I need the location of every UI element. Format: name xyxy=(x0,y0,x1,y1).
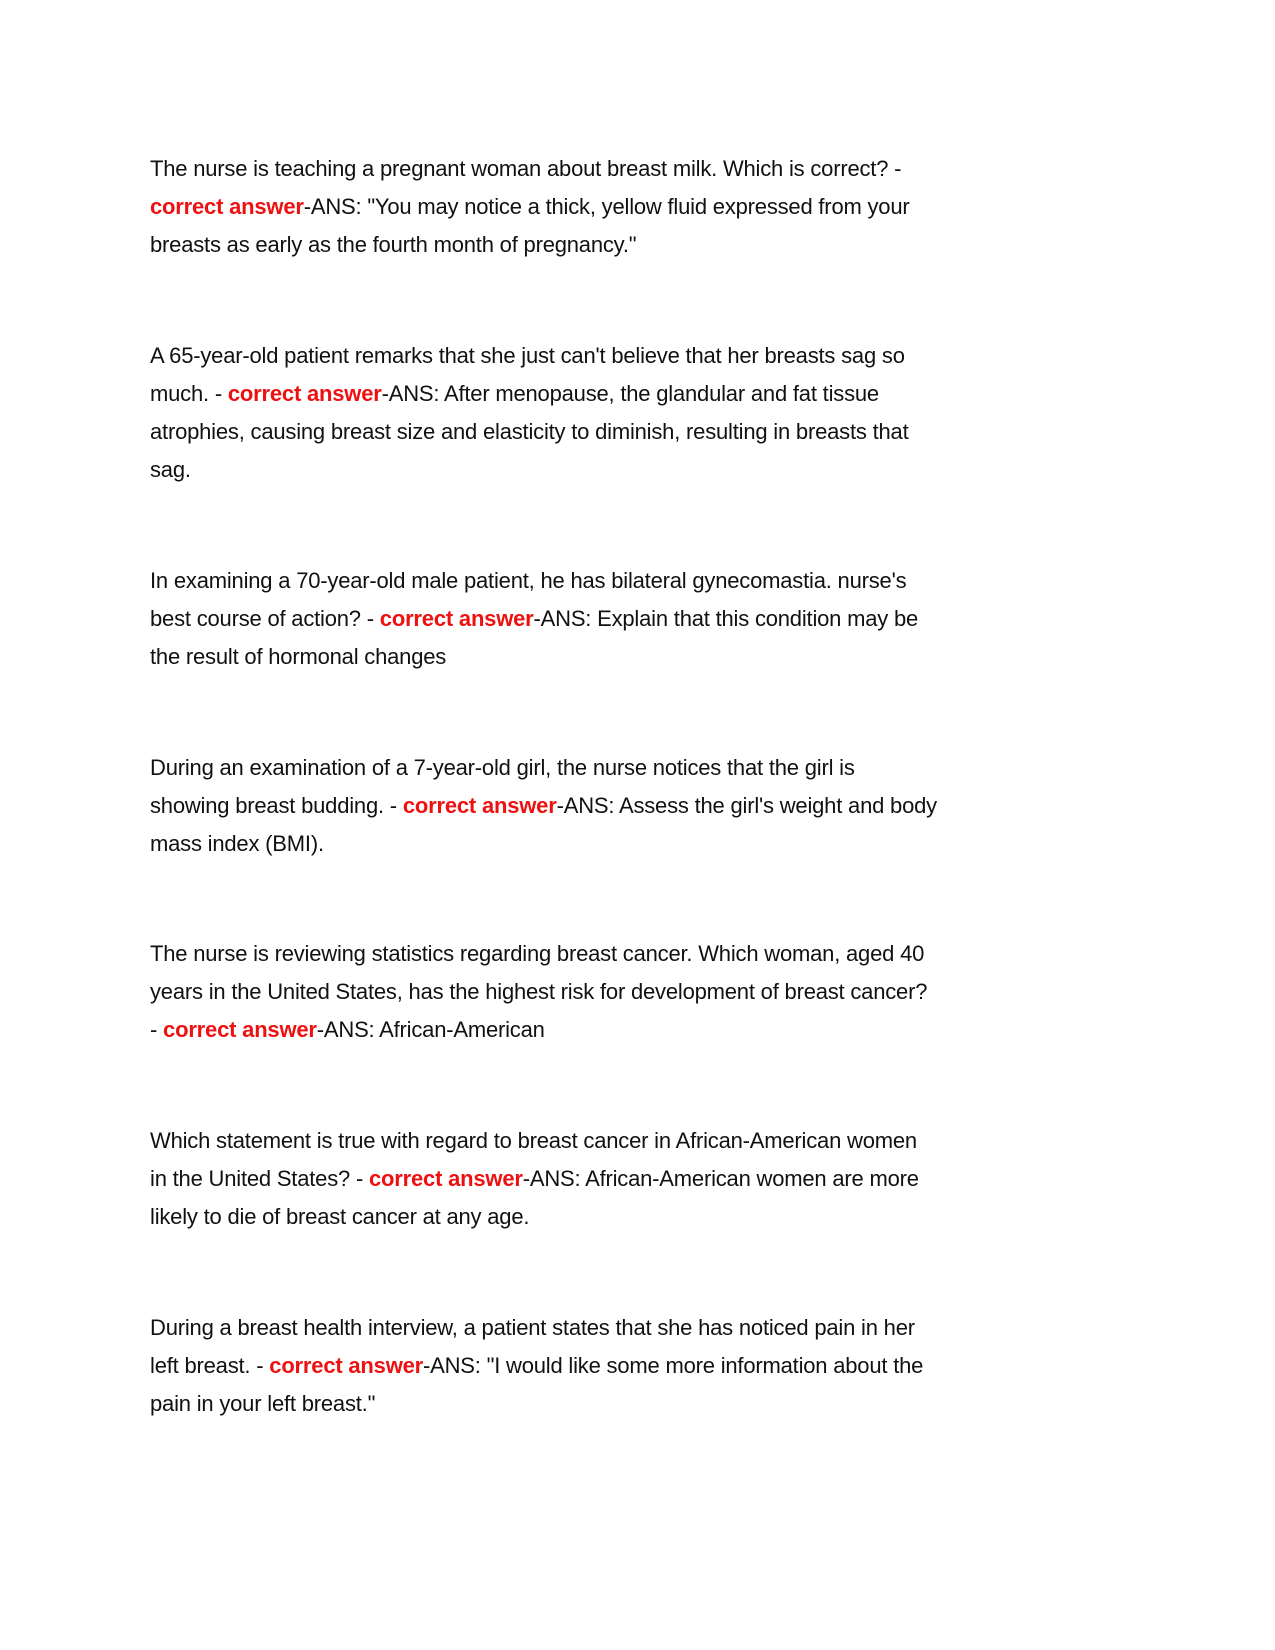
answer-label: correct answer xyxy=(150,194,304,219)
text-line xyxy=(150,413,1150,451)
text-line xyxy=(150,973,1150,1011)
text-line xyxy=(150,451,1150,489)
text-segment: atrophies, causing breast size and elasticity to diminish, resulting in breasts that xyxy=(150,419,909,444)
qa-entry xyxy=(150,337,1150,489)
text-segment: breasts as early as the fourth month of pregnancy." xyxy=(150,232,637,257)
text-segment: Which statement is true with regard to breast cancer in African-American women xyxy=(150,1128,917,1153)
qa-entry xyxy=(150,150,1150,264)
text-segment: -ANS: African-American xyxy=(316,1017,545,1042)
text-segment: -ANS: Assess the girl's weight and body xyxy=(556,793,937,818)
text-line xyxy=(150,188,1150,226)
text-segment: The nurse is reviewing statistics regarding breast cancer. Which woman, aged 40 xyxy=(150,941,925,966)
text-line xyxy=(150,1011,1150,1049)
qa-entry xyxy=(150,935,1150,1049)
text-line xyxy=(150,600,1150,638)
text-line xyxy=(150,562,1150,600)
answer-label: correct answer xyxy=(402,793,557,818)
text-segment: left breast. - xyxy=(150,1353,270,1378)
answer-label: correct answer xyxy=(163,1017,317,1042)
text-segment: During a breast health interview, a patient states that she has noticed pain in her xyxy=(150,1315,915,1340)
text-segment: -ANS: "You may notice a thick, yellow fluid expressed from your xyxy=(303,194,910,219)
text-segment: likely to die of breast cancer at any age. xyxy=(150,1204,530,1229)
text-line xyxy=(150,1122,1150,1160)
qa-entry xyxy=(150,1122,1150,1236)
text-segment: -ANS: After menopause, the glandular and fat tissue xyxy=(381,381,879,406)
text-segment: -ANS: African-American women are more xyxy=(522,1166,919,1191)
text-line xyxy=(150,1347,1150,1385)
text-line xyxy=(150,787,1150,825)
text-line xyxy=(150,825,1150,863)
text-segment: sag. xyxy=(150,457,191,482)
qa-entry xyxy=(150,1309,1150,1423)
text-segment: A 65-year-old patient remarks that she just can't believe that her breasts sag so xyxy=(150,343,905,368)
text-segment: in the United States? - xyxy=(150,1166,369,1191)
text-segment: years in the United States, has the highest risk for development of breast cancer? xyxy=(150,979,928,1004)
answer-label: correct answer xyxy=(227,381,382,406)
text-segment: pain in your left breast." xyxy=(150,1391,376,1416)
text-segment: - xyxy=(150,1017,164,1042)
qa-entry xyxy=(150,749,1150,863)
text-segment: mass index (BMI). xyxy=(150,831,324,856)
text-segment: -ANS: "I would like some more information about the xyxy=(423,1353,924,1378)
answer-label: correct answer xyxy=(269,1353,424,1378)
text-segment: During an examination of a 7-year-old girl, the nurse notices that the girl is xyxy=(150,755,855,780)
qa-entry xyxy=(150,562,1150,676)
text-line xyxy=(150,1198,1150,1236)
text-line xyxy=(150,638,1150,676)
text-segment: -ANS: Explain that this condition may be xyxy=(533,606,919,631)
text-segment: The nurse is teaching a pregnant woman about breast milk. Which is correct? - xyxy=(150,156,902,181)
text-segment: the result of hormonal changes xyxy=(150,644,447,669)
text-line xyxy=(150,1385,1150,1423)
text-segment: much. - xyxy=(150,381,228,406)
text-line xyxy=(150,337,1150,375)
text-line xyxy=(150,375,1150,413)
text-segment: In examining a 70-year-old male patient, he has bilateral gynecomastia. nurse's xyxy=(150,568,907,593)
text-line xyxy=(150,935,1150,973)
text-line xyxy=(150,1309,1150,1347)
text-line xyxy=(150,150,1150,188)
text-segment: showing breast budding. - xyxy=(150,793,403,818)
answer-label: correct answer xyxy=(369,1166,523,1191)
text-line xyxy=(150,1160,1150,1198)
text-segment: best course of action? - xyxy=(150,606,380,631)
text-line xyxy=(150,749,1150,787)
answer-label: correct answer xyxy=(379,606,534,631)
text-line xyxy=(150,226,1150,264)
